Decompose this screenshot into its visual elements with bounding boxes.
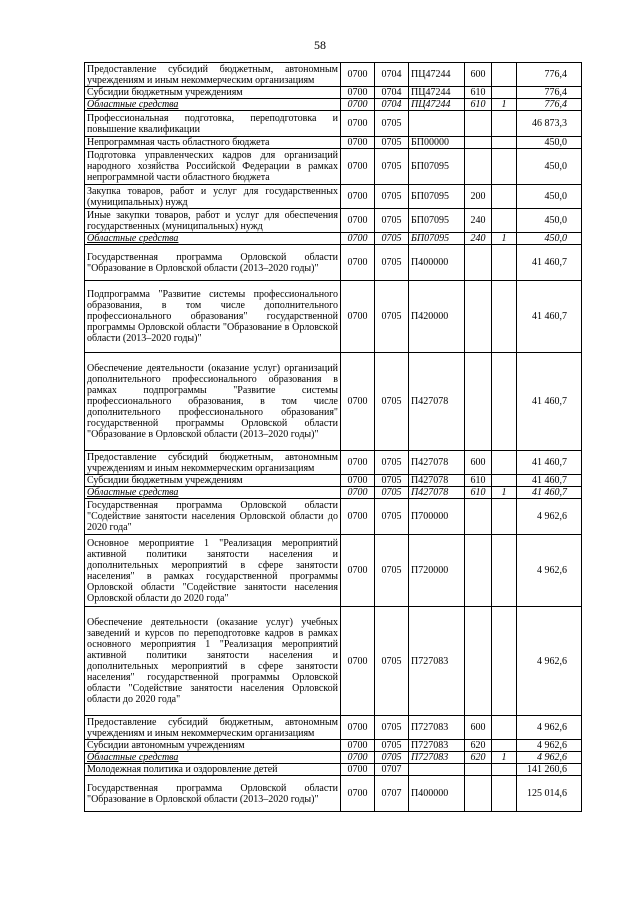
cell-target-article: П727083	[409, 607, 465, 716]
cell-amount: 125 014,6	[517, 776, 582, 812]
cell-funding-source	[492, 245, 517, 281]
cell-expense-type: 620	[465, 752, 492, 764]
cell-amount: 4 962,6	[517, 535, 582, 607]
cell-section: 0700	[341, 764, 375, 776]
cell-name: Субсидии бюджетным учреждениям	[85, 87, 341, 99]
cell-subsection: 0705	[375, 475, 409, 487]
table-row	[85, 137, 582, 149]
cell-funding-source	[492, 281, 517, 353]
table-row	[85, 353, 582, 451]
cell-amount: 450,0	[517, 185, 582, 209]
cell-expense-type	[465, 111, 492, 137]
cell-expense-type: 610	[465, 475, 492, 487]
cell-name: Закупка товаров, работ и услуг для государственных (муниципальных) нужд	[85, 185, 341, 209]
table-row	[85, 99, 582, 111]
table-row	[85, 764, 582, 776]
cell-target-article: ПЦ47244	[409, 63, 465, 87]
cell-name: Государственная программа Орловской области "Содействие занятости населения Орловской области до 2020 года"	[85, 499, 341, 535]
cell-amount: 41 460,7	[517, 475, 582, 487]
cell-amount: 776,4	[517, 99, 582, 111]
cell-subsection: 0705	[375, 185, 409, 209]
cell-expense-type: 610	[465, 87, 492, 99]
cell-section: 0700	[341, 281, 375, 353]
cell-subsection: 0705	[375, 245, 409, 281]
cell-subsection: 0705	[375, 607, 409, 716]
cell-expense-type: 600	[465, 451, 492, 475]
cell-expense-type	[465, 353, 492, 451]
cell-funding-source	[492, 209, 517, 233]
cell-name: Государственная программа Орловской области "Образование в Орловской области (2013–2020 годы)"	[85, 776, 341, 812]
cell-amount: 41 460,7	[517, 281, 582, 353]
table-row	[85, 487, 582, 499]
cell-amount: 46 873,3	[517, 111, 582, 137]
cell-target-article: ПЦ47244	[409, 99, 465, 111]
cell-amount: 776,4	[517, 87, 582, 99]
cell-subsection: 0704	[375, 87, 409, 99]
cell-name: Основное мероприятие 1 "Реализация мероприятий активной политики занятости населения и дополнительных мероприятий в сфере занятости населения" в рамках государственной программы Орловской области "Содействие занятости населения Орловской области до 2020 года"	[85, 535, 341, 607]
cell-expense-type	[465, 137, 492, 149]
cell-amount: 4 962,6	[517, 607, 582, 716]
cell-funding-source: 1	[492, 487, 517, 499]
cell-expense-type	[465, 149, 492, 185]
table-row	[85, 776, 582, 812]
cell-name: Предоставление субсидий бюджетным, автономным учреждениям и иным некоммерческим организациям	[85, 716, 341, 740]
cell-section: 0700	[341, 535, 375, 607]
cell-funding-source	[492, 475, 517, 487]
cell-subsection: 0707	[375, 764, 409, 776]
cell-name: Подпрограмма "Развитие системы профессионального образования, в том числе дополнительного профессионального образования" государственной программы Орловской области "Образование в Орловской области (2013–2020 годы)"	[85, 281, 341, 353]
cell-amount: 4 962,6	[517, 740, 582, 752]
budget-table	[84, 62, 582, 812]
cell-target-article	[409, 764, 465, 776]
cell-subsection: 0705	[375, 716, 409, 740]
cell-target-article	[409, 111, 465, 137]
cell-section: 0700	[341, 740, 375, 752]
cell-amount: 41 460,7	[517, 451, 582, 475]
cell-target-article: П400000	[409, 776, 465, 812]
cell-name: Предоставление субсидий бюджетным, автономным учреждениям и иным некоммерческим организациям	[85, 63, 341, 87]
cell-funding-source: 1	[492, 99, 517, 111]
table-row	[85, 63, 582, 87]
cell-funding-source	[492, 716, 517, 740]
cell-amount: 41 460,7	[517, 245, 582, 281]
cell-name: Государственная программа Орловской области "Образование в Орловской области (2013–2020 годы)"	[85, 245, 341, 281]
cell-expense-type	[465, 499, 492, 535]
cell-section: 0700	[341, 499, 375, 535]
table-row	[85, 233, 582, 245]
cell-expense-type: 600	[465, 716, 492, 740]
cell-amount: 41 460,7	[517, 353, 582, 451]
cell-subsection: 0705	[375, 209, 409, 233]
table-row	[85, 209, 582, 233]
cell-funding-source	[492, 137, 517, 149]
cell-target-article: БП07095	[409, 185, 465, 209]
cell-name: Обеспечение деятельности (оказание услуг) организаций дополнительного профессионального образования в рамках подпрограммы "Развитие системы профессионального образования, в том числе дополнительного профессионального образования" государственной программы Орловской области "Образование в Орловской области (2013–2020 годы)"	[85, 353, 341, 451]
cell-funding-source	[492, 451, 517, 475]
table-row	[85, 281, 582, 353]
cell-subsection: 0705	[375, 752, 409, 764]
cell-expense-type	[465, 245, 492, 281]
cell-section: 0700	[341, 451, 375, 475]
cell-funding-source	[492, 740, 517, 752]
cell-name: Подготовка управленческих кадров для организаций народного хозяйства Российской Федерации в рамках непрограммной части областного бюджета	[85, 149, 341, 185]
page-number: 58	[314, 38, 326, 52]
cell-name: Молодежная политика и оздоровление детей	[85, 764, 341, 776]
cell-section: 0700	[341, 209, 375, 233]
cell-funding-source	[492, 353, 517, 451]
cell-amount: 450,0	[517, 149, 582, 185]
cell-subsection: 0705	[375, 149, 409, 185]
cell-expense-type	[465, 281, 492, 353]
cell-target-article: П400000	[409, 245, 465, 281]
cell-amount: 450,0	[517, 137, 582, 149]
cell-target-article: БП00000	[409, 137, 465, 149]
cell-subsection: 0705	[375, 535, 409, 607]
cell-expense-type	[465, 764, 492, 776]
cell-target-article: БП07095	[409, 149, 465, 185]
cell-name: Профессиональная подготовка, переподготовка и повышение квалификации	[85, 111, 341, 137]
cell-expense-type: 620	[465, 740, 492, 752]
cell-target-article: П420000	[409, 281, 465, 353]
cell-expense-type: 200	[465, 185, 492, 209]
cell-section: 0700	[341, 776, 375, 812]
cell-target-article: П427078	[409, 475, 465, 487]
cell-name: Субсидии бюджетным учреждениям	[85, 475, 341, 487]
cell-section: 0700	[341, 111, 375, 137]
cell-section: 0700	[341, 185, 375, 209]
cell-target-article: П727083	[409, 752, 465, 764]
cell-target-article: БП07095	[409, 233, 465, 245]
cell-expense-type: 240	[465, 233, 492, 245]
cell-section: 0700	[341, 475, 375, 487]
cell-funding-source	[492, 535, 517, 607]
table-row	[85, 752, 582, 764]
cell-section: 0700	[341, 87, 375, 99]
cell-target-article: П727083	[409, 740, 465, 752]
table-row	[85, 245, 582, 281]
cell-expense-type	[465, 776, 492, 812]
cell-amount: 41 460,7	[517, 487, 582, 499]
cell-section: 0700	[341, 487, 375, 499]
cell-amount: 4 962,6	[517, 499, 582, 535]
cell-name: Обеспечение деятельности (оказание услуг) учебных заведений и курсов по переподготовке кадров в рамках основного мероприятия 1 "Реализация мероприятий активной политики занятости населения и дополнительных мероприятий в сфере занятости населения" государственной программы Орловской области "Содействие занятости населения Орловской области до 2020 года"	[85, 607, 341, 716]
table-row	[85, 451, 582, 475]
table-row	[85, 149, 582, 185]
cell-target-article: БП07095	[409, 209, 465, 233]
cell-funding-source	[492, 63, 517, 87]
cell-target-article: П720000	[409, 535, 465, 607]
table-row	[85, 535, 582, 607]
cell-subsection: 0704	[375, 99, 409, 111]
cell-subsection: 0705	[375, 451, 409, 475]
cell-section: 0700	[341, 245, 375, 281]
cell-section: 0700	[341, 607, 375, 716]
cell-expense-type	[465, 607, 492, 716]
table-row	[85, 716, 582, 740]
table-row	[85, 607, 582, 716]
cell-section: 0700	[341, 63, 375, 87]
table-row	[85, 111, 582, 137]
cell-expense-type	[465, 535, 492, 607]
cell-amount: 450,0	[517, 209, 582, 233]
cell-section: 0700	[341, 716, 375, 740]
table-row	[85, 499, 582, 535]
cell-subsection: 0705	[375, 111, 409, 137]
cell-expense-type: 600	[465, 63, 492, 87]
cell-funding-source	[492, 87, 517, 99]
cell-funding-source	[492, 185, 517, 209]
cell-target-article: П427078	[409, 353, 465, 451]
table-row	[85, 475, 582, 487]
cell-subsection: 0707	[375, 776, 409, 812]
cell-section: 0700	[341, 99, 375, 111]
cell-funding-source	[492, 499, 517, 535]
cell-subsection: 0705	[375, 233, 409, 245]
cell-funding-source	[492, 764, 517, 776]
cell-amount: 450,0	[517, 233, 582, 245]
cell-subsection: 0705	[375, 740, 409, 752]
cell-name: Областные средства	[85, 233, 341, 245]
cell-funding-source: 1	[492, 752, 517, 764]
cell-subsection: 0705	[375, 281, 409, 353]
cell-section: 0700	[341, 149, 375, 185]
cell-funding-source	[492, 149, 517, 185]
table-row	[85, 740, 582, 752]
cell-amount: 141 260,6	[517, 764, 582, 776]
cell-expense-type: 610	[465, 487, 492, 499]
cell-name: Предоставление субсидий бюджетным, автономным учреждениям и иным некоммерческим организациям	[85, 451, 341, 475]
cell-name: Областные средства	[85, 99, 341, 111]
cell-name: Иные закупки товаров, работ и услуг для обеспечения государственных (муниципальных) нужд	[85, 209, 341, 233]
cell-name: Субсидии автономным учреждениям	[85, 740, 341, 752]
cell-subsection: 0705	[375, 353, 409, 451]
cell-subsection: 0705	[375, 487, 409, 499]
cell-target-article: П727083	[409, 716, 465, 740]
cell-section: 0700	[341, 233, 375, 245]
cell-amount: 4 962,6	[517, 752, 582, 764]
cell-section: 0700	[341, 752, 375, 764]
cell-target-article: ПЦ47244	[409, 87, 465, 99]
cell-subsection: 0705	[375, 137, 409, 149]
table-row	[85, 87, 582, 99]
cell-expense-type: 240	[465, 209, 492, 233]
cell-name: Областные средства	[85, 752, 341, 764]
cell-amount: 776,4	[517, 63, 582, 87]
cell-target-article: П700000	[409, 499, 465, 535]
cell-funding-source: 1	[492, 233, 517, 245]
cell-target-article: П427078	[409, 451, 465, 475]
cell-subsection: 0704	[375, 63, 409, 87]
cell-subsection: 0705	[375, 499, 409, 535]
cell-funding-source	[492, 776, 517, 812]
cell-funding-source	[492, 607, 517, 716]
cell-name: Областные средства	[85, 487, 341, 499]
cell-expense-type: 610	[465, 99, 492, 111]
cell-funding-source	[492, 111, 517, 137]
cell-amount: 4 962,6	[517, 716, 582, 740]
table-row	[85, 185, 582, 209]
cell-name: Непрограммная часть областного бюджета	[85, 137, 341, 149]
cell-section: 0700	[341, 137, 375, 149]
cell-section: 0700	[341, 353, 375, 451]
cell-target-article: П427078	[409, 487, 465, 499]
